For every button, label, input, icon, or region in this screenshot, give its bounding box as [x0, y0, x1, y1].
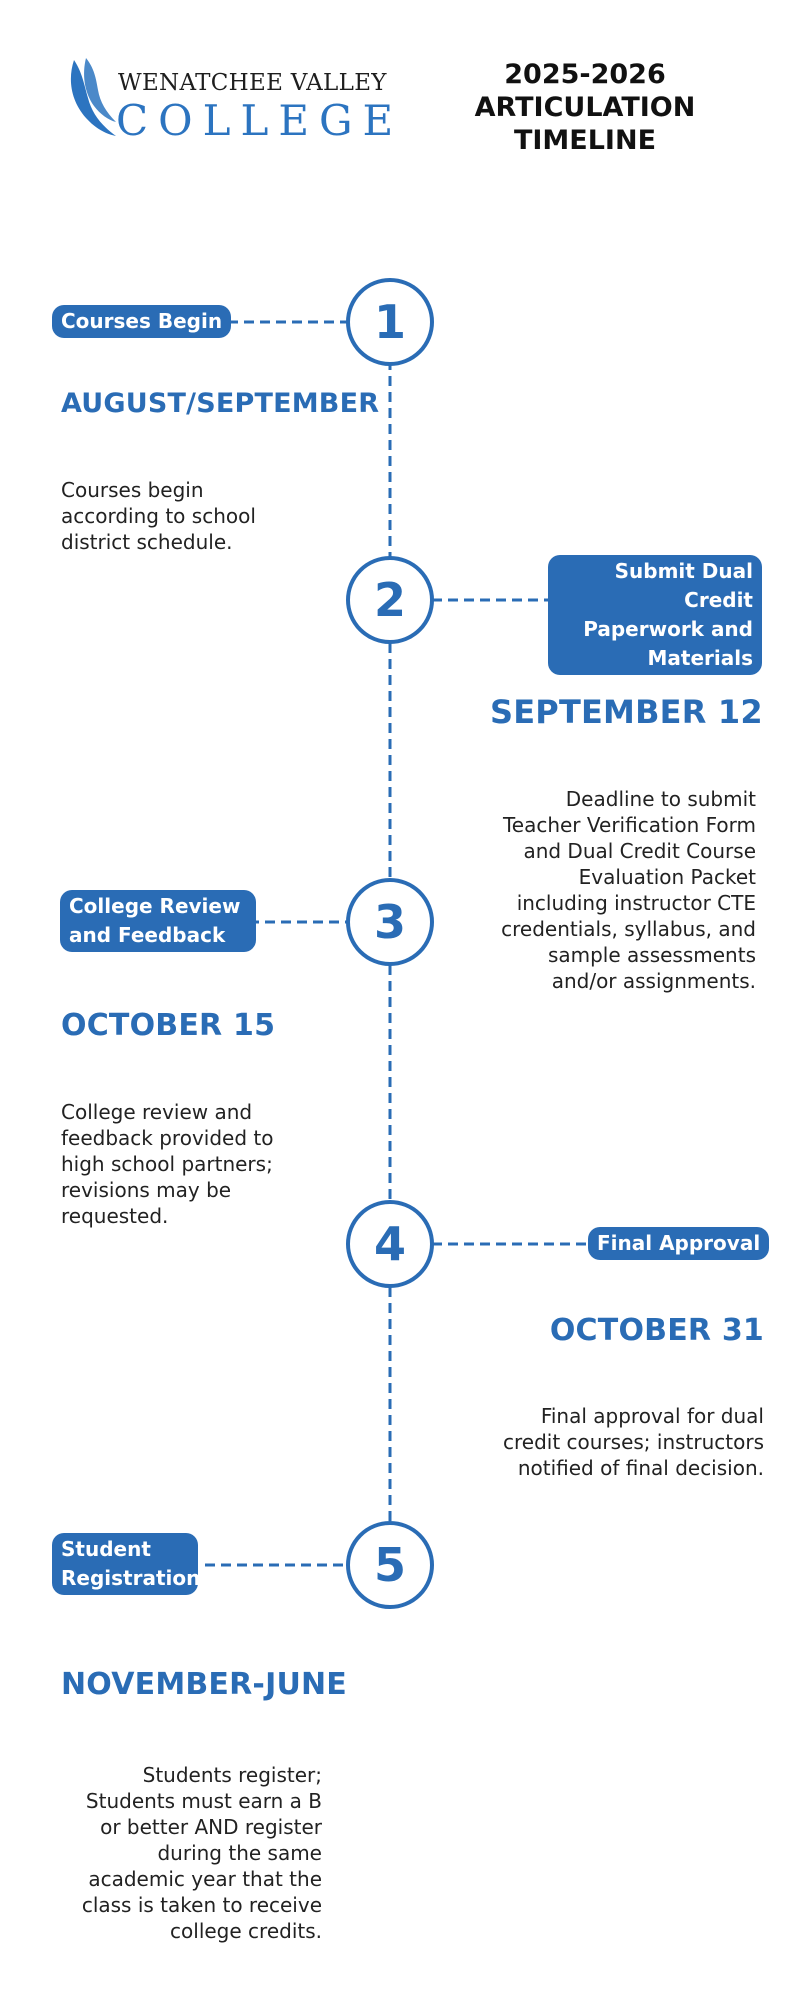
step-date: AUGUST/SEPTEMBER — [61, 388, 380, 419]
step-label-pill: Courses Begin — [52, 305, 231, 338]
step-description: Final approval for dual credit courses; instructors notified of final decision. — [502, 1404, 764, 1480]
step-description: Deadline to submit Teacher Verification Form and Dual Credit Course Evaluation Packet including instructor CTE credentials, syllabus, and sample assessments and/or assignments. — [501, 787, 756, 993]
step-number: 3 — [373, 895, 406, 949]
step-number: 2 — [373, 573, 406, 627]
title-line: 2025-2026 — [504, 59, 666, 90]
step-description: Courses begin according to school district schedule. — [61, 478, 256, 554]
step-number: 5 — [373, 1538, 406, 1592]
step-date: SEPTEMBER 12 — [490, 693, 763, 731]
title-line: TIMELINE — [513, 125, 657, 156]
step-description: College review and feedback provided to high school partners; revisions may be requested. — [61, 1100, 274, 1228]
logo-text-bottom: COLLEGE — [116, 96, 404, 145]
title-line: ARTICULATION — [474, 92, 696, 123]
step-date: OCTOBER 15 — [61, 1008, 276, 1043]
step-label-pill: Final Approval — [588, 1227, 769, 1260]
step-number: 4 — [373, 1217, 406, 1271]
step-description: Students register; Students must earn a B or better AND register during the same academic year that the class is taken to receive college credits. — [81, 1763, 322, 1943]
step-label-pill: Submit Dual Credit Paperwork and Materials — [548, 555, 762, 675]
step-label-pill: College Review and Feedback — [60, 890, 256, 952]
logo-text-top: WENATCHEE VALLEY — [118, 70, 387, 96]
step-number: 1 — [373, 295, 406, 349]
step-label-pill: Student Registration — [52, 1533, 198, 1595]
step-date: NOVEMBER-JUNE — [61, 1667, 348, 1702]
step-date: OCTOBER 31 — [549, 1313, 764, 1348]
